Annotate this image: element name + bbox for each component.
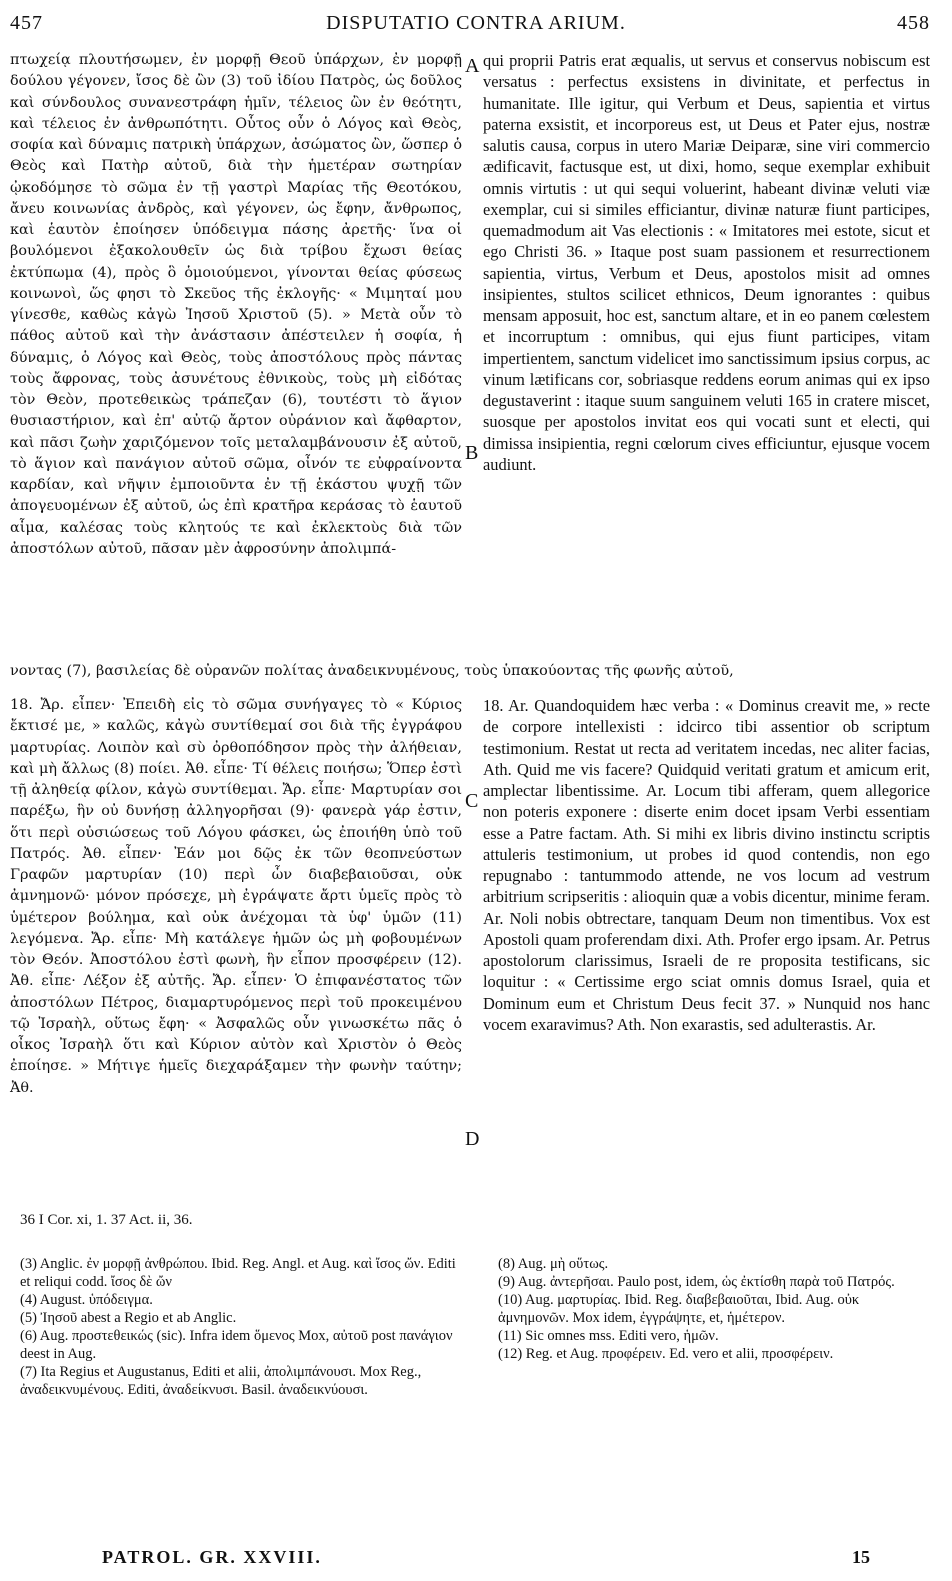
footnote: (10) Aug. μαρτυρίας. Ibid. Reg. διαβεβαιοῦται, Ibid. Aug. οὐκ ἀμνημονῶν. Mox idem, ἐγγράψητε, et, ἡμέτερον. [498,1292,860,1326]
page-header [0,12,952,40]
greek-bridge-line: νοντας (7), βασιλείας δὲ οὐρανῶν πολίτας ἀναδεικνυμένους, τοὺς ὑπακούοντας τῆς φωνῆς αὐτοῦ, [10,663,734,679]
footnote: (4) August. ὑπόδειγμα. [20,1292,153,1308]
footnote: (7) Ita Regius et Augustanus, Editi et alii, ἀπολιμπάνουσι. Mox Reg., ἀναδεικνυμένους. Editi, ἀναδείκνυσι. Basil. ἀναδεικνύουσι. [20,1364,422,1398]
section-marker-c: C [465,790,479,812]
page-footer [0,1547,952,1573]
scripture-references: 36 I Cor. xi, 1. 37 Act. ii, 36. [20,1212,193,1228]
footnote: (6) Aug. προστεθεικώς (sic). Infra idem ὅμενος Mox, αὐτοῦ post πανάγιον deest in Aug. [20,1328,453,1362]
section-marker-b: B [465,442,479,464]
greek-column-top: πτωχείᾳ πλουτήσωμεν, ἐν μορφῇ Θεοῦ ὑπάρχων, ἐν μορφῇ δούλου γέγονεν, ἴσος δὲ ὢν (3) τοῦ ἰδίου Πατρὸς, ὡς δοῦλος καὶ σύνδουλος συνανεστράφη ἡμῖν, τέλειος ὢν ἐν θεότητι, καὶ τέλειος ἐν ἀνθρωπότητι. Οὗτος οὖν ὁ Λόγος καὶ Θεὸς, σοφία καὶ δύναμις πατρικὴ ὑπάρχων, ἀσώματος ὢν, ὥσπερ ὁ Θεὸς καὶ Πατὴρ αὐτοῦ, διὰ τὴν ἡμετέραν σωτηρίαν ᾠκοδόμησε τὸ σῶμα ἐν τῇ γαστρὶ Μαρίας τῆς Θεοτόκου, ἄνευ κοινωνίας ἀνδρὸς, καὶ γέγονεν, ὡς ἔφην, ἄνθρωπος, καὶ ἑαυτὸν ἐποίησεν ὑπόδειγμα πάσης ἀρετῆς· ἵνα οἱ βουλόμενοι ἐξακολουθεῖν ὡς διὰ τρίβου ἔχωσι θείας ἐκτύπωμα (4), πρὸς ὃ ὁμοιούμενοι, γίνονται θείας φύσεως κοινωνοὶ, ὥς φησι τὸ Σκεῦος τῆς ἐκλογῆς· « Μιμηταί μου γίνεσθε, καθὼς κἀγὼ Ἰησοῦ Χριστοῦ (5). » Μετὰ οὖν τὸ πάθος αὐτοῦ καὶ τὴν ἀνάστασιν ἀπέστειλεν ἡ σοφία, ἡ δύναμις, ὁ Λόγος καὶ Θεὸς, τοὺς ἀποστόλους πρὸς πάντας τοὺς ἄφρονας, τοὺς ἀσυνέτους ἐθνικοὺς, τοὺς μὴ εἰδότας τὸν Θεὸν, προτεθεικὼς τράπεζαν (6), τουτέστι τὸ ἅγιον θυσιαστήριον, καὶ ἐπ' αὐτῷ ἄρτον οὐράνιον καὶ ἄφθαρτον, καὶ πᾶσι ζωὴν χαριζόμενον τοῖς μεταλαμβάνουσιν ἐξ αὐτοῦ, τὸ ἅγιον καὶ πανάγιον αὐτοῦ σῶμα, οἶνόν τε εὐφραίνοντα καρδίαν, καὶ νῆψιν ἐμποιοῦντα ἐν τῇ ἑκάστου ψυχῇ τῶν ἀπογευομένων ἐξ αὐτοῦ, ὡς ἐπὶ κρατῆρα κεράσας τὸ ἑαυτοῦ αἷμα, καλέσας τοὺς κλητούς τε καὶ ἐκλεκτοὺς διὰ τῶν ἀποστόλων αὐτοῦ, πᾶσαν μὲν ἀφροσύνην ἀπολιμπά- [10,52,462,557]
footnote: (11) Sic omnes mss. Editi vero, ἡμῶν. [498,1328,719,1344]
page-number-right: 458 [897,12,930,34]
latin-column-top: qui proprii Patris erat æqualis, ut servus et conservus nobiscum est versatus : perfectus exsistens in divinitate, et perfectus in humanitate. Ille igitur, qui Verbum et Deus, sapientia et virtus paterna exsistit, et incorporeus est, ut Deus et Pater ejus, nostræ salutis causa, corpus in utero Mariæ Deiparæ, sine viri commercio ædificavit, factusque est, ut dixi, homo, seque exemplar exhibuit omnis virtutis : ut qui sequi voluerint, habeant divinæ veluti viæ exemplar, cui si similes efficiantur, divinæ naturæ fiunt participes, quemadmodum ait Vas electionis : « Imitatores mei estote, sicut et ego Christi 36. » Itaque post suam passionem et resurrectionem sapientia, virtus, Verbum et Deus, apostolos misit ad omnes insipientes, stultos scilicet ethnicos, Deum ignorantes : quibus mensam apposuit, hoc est, sanctum altare, et in eo panem cœlestem et incorruptum : omnibus, qui ejus fiunt participes, vitam impertientem, sanctum videlicet imo sanctissimum ipsius corpus, ac vinum lætificans cor, sobriasque reddens eorum animas qui ex ipso degustaverint : itaque suum sanguinem veluti 165 in cratere miscet, suosque per apostolos invitat eos qui vocati sunt et electi, qui dimissa insipientia, regni cœlorum cives efficiuntur, ejusque vocem audiunt. [483,51,930,474]
volume-signature: PATROL. GR. XXVIII. [102,1547,322,1567]
footnote: (12) Reg. et Aug. προφέρειν. Ed. vero et alii, προσφέρειν. [498,1346,834,1362]
running-title: DISPUTATIO CONTRA ARIUM. [326,12,626,34]
footnote: (3) Anglic. ἐν μορφῇ ἀνθρώπου. Ibid. Reg. Angl. et Aug. καὶ ἴσος ὤν. Editi et reliqui codd. ἴσος δὲ ὤν [20,1256,456,1290]
sheet-number: 15 [852,1547,870,1567]
footnote: (9) Aug. ἀντερῆσαι. Paulo post, idem, ὡς ἐκτίσθη παρὰ τοῦ Πατρός. [498,1274,895,1290]
footnote: (8) Aug. μὴ οὕτως. [498,1256,609,1272]
greek-column-bottom: 18. Ἄρ. εἶπεν· Ἐπειδὴ εἰς τὸ σῶμα συνήγαγες τὸ « Κύριος ἔκτισέ με, » καλῶς, κἀγὼ συντίθεμαί σοι διὰ τῆς ἐγγράφου μαρτυρίας. Λοιπὸν καὶ σὺ ὀρθοπόδησον πρὸς τὴν ἀλήθειαν, καὶ μὴ ἄλλως (8) ποίει. Ἀθ. εἶπε· Τί θέλεις ποιήσω; Ὅπερ ἐστὶ τῇ ἀληθείᾳ φίλον, κἀγὼ συντίθεμαι. Ἄρ. εἶπε· Μαρτυρίαν σοι παρέξω, ἣν οὐ δυνήσῃ ἀλληγορῆσαι (9)· φανερὰ γάρ ἐστιν, ὅτι περὶ οὐσιώσεως τοῦ Λόγου φάσκει, ὡς ἐποιήθη ὑπὸ τοῦ Πατρός. Ἀθ. εἶπεν· Ἐάν μοι δῷς ἐκ τῶν θεοπνεύστων Γραφῶν μαρτυρίαν (10) περὶ ὧν διαβεβαιοῦσαι, οὐκ ἀμνημονῶ· μόνον πρόσεχε, μὴ ἐγράψατε ἄρτι ὑμεῖς πρὸς τὸ ὑμέτερον βούλημα, καὶ οὐκ ἀνέχομαι τὰ ὑφ' ὑμῶν (11) λεγόμενα. Ἄρ. εἶπε· Μὴ κατάλεγε ἡμῶν ὡς μὴ φοβουμένων τὸν Θεόν. Ἀποστόλου ἐστὶ φωνὴ, ἣν εἶπον προσφέρειν (12). Ἀθ. εἶπε· Λέξον ἐξ αὐτῆς. Ἄρ. εἶπεν· Ὁ ἐπιφανέστατος τῶν ἀποστόλων Πέτρος, διαμαρτυρόμενος περὶ τοῦ προκειμένου τῷ Ἰσραὴλ, οὕτως ἔφη· « Ἀσφαλῶς οὖν γινωσκέτω πᾶς ὁ οἶκος Ἰσραὴλ ὅτι καὶ Κύριον αὐτὸν καὶ Χριστὸν ὁ Θεὸς ἐποίησε. » Μήτιγε ἡμεῖς διεχαράξαμεν τὴν φωνὴν ταύτην; Ἀθ. [10,697,462,1096]
section-marker-d: D [465,1128,480,1150]
footnotes-left [20,1255,460,1399]
footnotes-right [498,1255,930,1363]
page-number-left: 457 [10,12,43,34]
footnote: (5) Ἰησοῦ abest a Regio et ab Anglic. [20,1310,237,1326]
latin-column-bottom: 18. Ar. Quandoquidem hæc verba : « Dominus creavit me, » recte de corpore intellexisti : idcirco tibi assentior ob scriptum testimonium. Restat ut recta ad veritatem incedas, nec aliter facias, Ath. Quid me vis facere? Quidquid veritati gratum et amicum erit, amplectar libentissime. Ar. Locum tibi afferam, quem allegorice non poteris exponere : diserte enim docet ipsam Verbi essentiam esse a Patre factam. Ath. Si mihi ex libris divino instinctu scriptis attuleris testimonium, ut probes id quod contendis, non ego repugnabo : tantummodo attende, ne vos locum ad vestrum arbitrium scripseritis : alioquin quæ a vobis dicentur, minime feram. Ar. Noli nobis obtrectare, tanquam Deum non timentibus. Vox est Apostoli quam proferendam dixi. Ath. Profer ergo ipsam. Ar. Petrus apostolorum clarissimus, Israeli de re proposita testificans, sic loquitur : « Certissime ergo sciat omnis domus Israel, quia et Dominum eum et Christum Deus fecit 37. » Nunquid nos hanc vocem exaravimus? Ath. Non exarastis, sed adulterastis. Ar. [483,696,930,1034]
section-marker-a: A [465,55,480,77]
